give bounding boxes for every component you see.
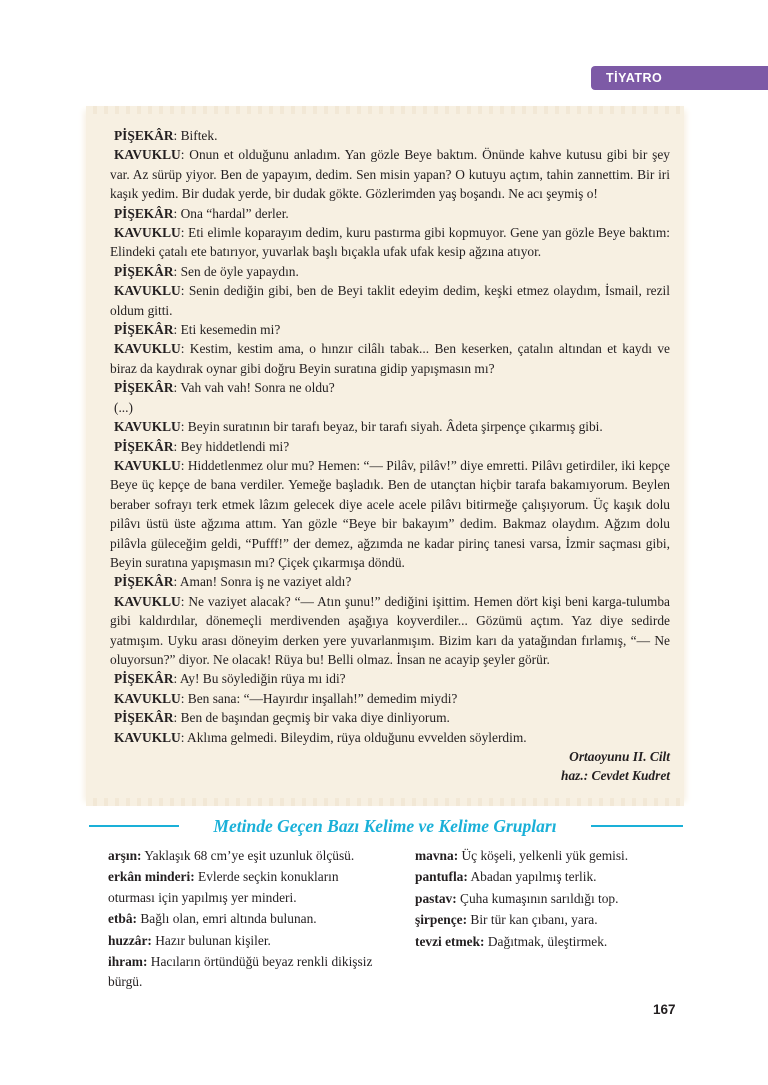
dialogue-line xyxy=(110,204,670,223)
glossary-definition: Yaklaşık 68 cm’ye eşit uzunluk ölçüsü. xyxy=(141,848,355,863)
dialogue-line xyxy=(110,728,670,747)
dialogue-text: : Onun et olduğunu anladım. Yan gözle Beye baktım. Önünde kahve kutusu gibi bir şey var. Az sürüp yiyor. Ben de yapayım, dedim. Sen misin yapan? O kutuyu açtım, tahin zannettim. Bir iri kaşık yedim. Bir dudak yerde, bir dudak gökte. Gözlerimden yaş boşandı. Ne acı şeymiş o! xyxy=(110,147,670,202)
glossary-entry xyxy=(411,910,681,930)
header-rule-right xyxy=(591,825,683,827)
glossary-term: huzzâr: xyxy=(108,932,152,948)
section-tab: TİYATRO xyxy=(591,66,768,90)
dialogue-text: (...) xyxy=(114,399,133,415)
glossary-term: arşın: xyxy=(108,848,142,863)
dialogue-text: : Biftek. xyxy=(173,128,218,143)
dialogue-text: : Senin dediğin gibi, ben de Beyi taklit edeyim dedim, keşki etmez olaydım, İsmail, rezil oldum gitti. xyxy=(110,283,670,318)
glossary-header xyxy=(89,814,683,838)
dialogue-line xyxy=(110,708,670,727)
speaker-name: KAVUKLU xyxy=(114,225,181,241)
glossary-term: tevzi etmek: xyxy=(415,933,485,949)
dialogue-list xyxy=(110,126,670,747)
dialogue-text: : Eti kesemedin mi? xyxy=(173,322,281,338)
speaker-name: KAVUKLU xyxy=(114,283,181,299)
glossary-definition: Dağıtmak, üleştirmek. xyxy=(484,933,608,949)
dialogue-text: : Ben de başından geçmiş bir vaka diye dinliyorum. xyxy=(173,710,450,726)
glossary-entry xyxy=(104,846,379,866)
dialogue-text: : Vah vah vah! Sonra ne oldu? xyxy=(173,380,335,396)
dialogue-text: : Eti elimle koparayım dedim, kuru pastırma gibi kopmuyor. Gene yan gözle Beye baktım: Elindeki çatalı ete batırıyor, yuvarlak başlı bıçakla ufak ufak kesip ağzına atıyor. xyxy=(110,225,670,260)
speaker-name: PİŞEKÂR xyxy=(114,322,174,338)
dialogue-line xyxy=(110,572,670,591)
glossary-entry xyxy=(411,846,681,866)
dialogue-text: : Aklıma gelmedi. Bileydim, rüya olduğunu evvelden söylerdim. xyxy=(180,729,527,745)
dialogue-text: : Beyin suratının bir tarafı beyaz, bir tarafı siyah. Âdeta şirpençe çıkarmış gibi. xyxy=(180,419,603,435)
dialogue-line xyxy=(110,669,670,688)
source-editor: haz.: Cevdet Kudret xyxy=(561,768,670,784)
dialogue-text: : Ona “hardal” derler. xyxy=(173,205,289,221)
dialogue-text: : Ne vaziyet alacak? “— Atın şunu!” dediğini işittim. Hemen dört kişi beni karga-tulumba gibi kaldırdılar, dönemeçli merdivenden aşağıya koyverdiler... Gözümü açtım. Yaz diye sedirde yatmışım. Uyku arası döneyim derken yere yuvarlanmışım. Bizim karı da yatağından fırlamış, “— Ne oluyorsun?” diyor. Ne olacak! Rüya bu! Belli olmaz. İnsan ne acayip şeyler görür. xyxy=(110,593,670,667)
glossary-term: erkân minderi: xyxy=(108,869,195,885)
glossary-definition: Hazır bulunan kişiler. xyxy=(151,932,271,948)
glossary-term: etbâ: xyxy=(108,911,138,927)
dialogue-line xyxy=(110,281,670,320)
speaker-name: KAVUKLU xyxy=(114,457,181,473)
glossary-entry xyxy=(411,889,681,909)
speaker-name: KAVUKLU xyxy=(114,593,181,609)
glossary-definition: Bağlı olan, emri altında bulunan. xyxy=(137,911,317,927)
dialogue-text: : Hiddetlenmez olur mu? Hemen: “— Pilâv, pilâv!” diye emretti. Pilâvı getirdiler, iki kepçe Beye üç kepçe de bana verdiler. Yemeğe başladık. Ben de utançtan hiçbir tarafa bakamıyorum. Beylen beraber sofrayı terk etmek lâzım gelecek diye acele acele pilâvı bitirmeğe çalışıyorum. Üç kaşık dolu pilâvı üstü üste ağzıma attım. Yan gözle “Beye bir bakayım” dedim. Bakmaz olaydım. Ağzım dolu pilâvla güleceğim geldi, “Pufff!” der demez, ağzımda ne kadar pirinç tanesi varsa, İzmir saçması gibi, Beyin suratına yapışmasın mı? Çiçek çıkarmışa döndü. xyxy=(110,457,670,570)
dialogue-text: : Ay! Bu söylediğin rüya mı idi? xyxy=(173,671,346,687)
dialogue-text: : Sen de öyle yapaydın. xyxy=(173,263,299,279)
dialogue-text: : Bey hiddetlendi mi? xyxy=(173,438,290,454)
speaker-name: PİŞEKÂR xyxy=(114,128,174,143)
speaker-name: PİŞEKÂR xyxy=(114,380,174,396)
dialogue-line xyxy=(110,592,670,670)
dialogue-line xyxy=(110,689,670,708)
dialogue-line xyxy=(110,262,670,281)
dialogue-text: : Ben sana: “—Hayırdır inşallah!” demedim miydi? xyxy=(180,690,458,706)
header-rule-left xyxy=(89,825,179,827)
glossary-definition: Çuha kumaşının sarıldığı top. xyxy=(456,890,619,906)
dialogue-line xyxy=(110,378,670,397)
glossary-title: Metinde Geçen Bazı Kelime ve Kelime Grupları xyxy=(213,816,557,836)
dialogue-line xyxy=(110,145,670,203)
speaker-name: KAVUKLU xyxy=(114,690,181,706)
dialogue-line xyxy=(110,320,670,339)
speaker-name: PİŞEKÂR xyxy=(114,671,174,687)
dialogue-text: : Kestim, kestim ama, o hınzır cilâlı tabak... Ben keserken, çatalın altından et kaydı ve biraz da kaydırak oynar gibi doğru Beyin suratına gidip yapışmasın mı? xyxy=(110,341,670,376)
dialogue-line xyxy=(110,398,670,417)
speaker-name: KAVUKLU xyxy=(114,341,181,357)
dialogue-line xyxy=(110,437,670,456)
glossary-entry xyxy=(104,867,379,908)
play-excerpt xyxy=(86,112,684,800)
glossary-term: pastav: xyxy=(415,890,457,906)
glossary-term: ihram: xyxy=(108,954,148,970)
speaker-name: PİŞEKÂR xyxy=(114,205,174,221)
speaker-name: PİŞEKÂR xyxy=(114,710,174,726)
glossary-definition: Abadan yapılmış terlik. xyxy=(467,869,597,885)
glossary-definition: Bir tür kan çıbanı, yara. xyxy=(467,912,598,928)
speaker-name: KAVUKLU xyxy=(114,147,181,163)
glossary-definition: Üç köşeli, yelkenli yük gemisi. xyxy=(458,848,629,863)
glossary-entry xyxy=(104,931,379,951)
glossary-column-left xyxy=(104,846,379,994)
page-number: 167 xyxy=(653,1002,676,1017)
speaker-name: PİŞEKÂR xyxy=(114,438,174,454)
glossary-definition: Hacıların örtündüğü beyaz renkli dikişsiz bürgü. xyxy=(108,954,373,990)
glossary-entry xyxy=(411,932,681,952)
speaker-name: KAVUKLU xyxy=(114,729,181,745)
dialogue-line xyxy=(110,417,670,436)
speaker-name: PİŞEKÂR xyxy=(114,263,174,279)
dialogue-text: : Aman! Sonra iş ne vaziyet aldı? xyxy=(173,574,352,590)
dialogue-line xyxy=(110,223,670,262)
dialogue-line xyxy=(110,126,670,145)
glossary-entry xyxy=(104,952,379,993)
dialogue-line xyxy=(110,339,670,378)
glossary-term: şirpençe: xyxy=(415,912,468,928)
glossary-term: mavna: xyxy=(415,848,459,863)
speaker-name: KAVUKLU xyxy=(114,419,181,435)
glossary-term: pantufla: xyxy=(415,869,468,885)
dialogue-line xyxy=(110,456,670,572)
glossary-entry xyxy=(104,909,379,929)
speaker-name: PİŞEKÂR xyxy=(114,574,174,590)
glossary-definition: Evlerde seçkin konukların oturması için yapılmış yer minderi. xyxy=(108,869,339,905)
source-title: Ortaoyunu II. Cilt xyxy=(569,749,670,764)
glossary-column-right xyxy=(411,846,681,953)
glossary-entry xyxy=(411,867,681,887)
